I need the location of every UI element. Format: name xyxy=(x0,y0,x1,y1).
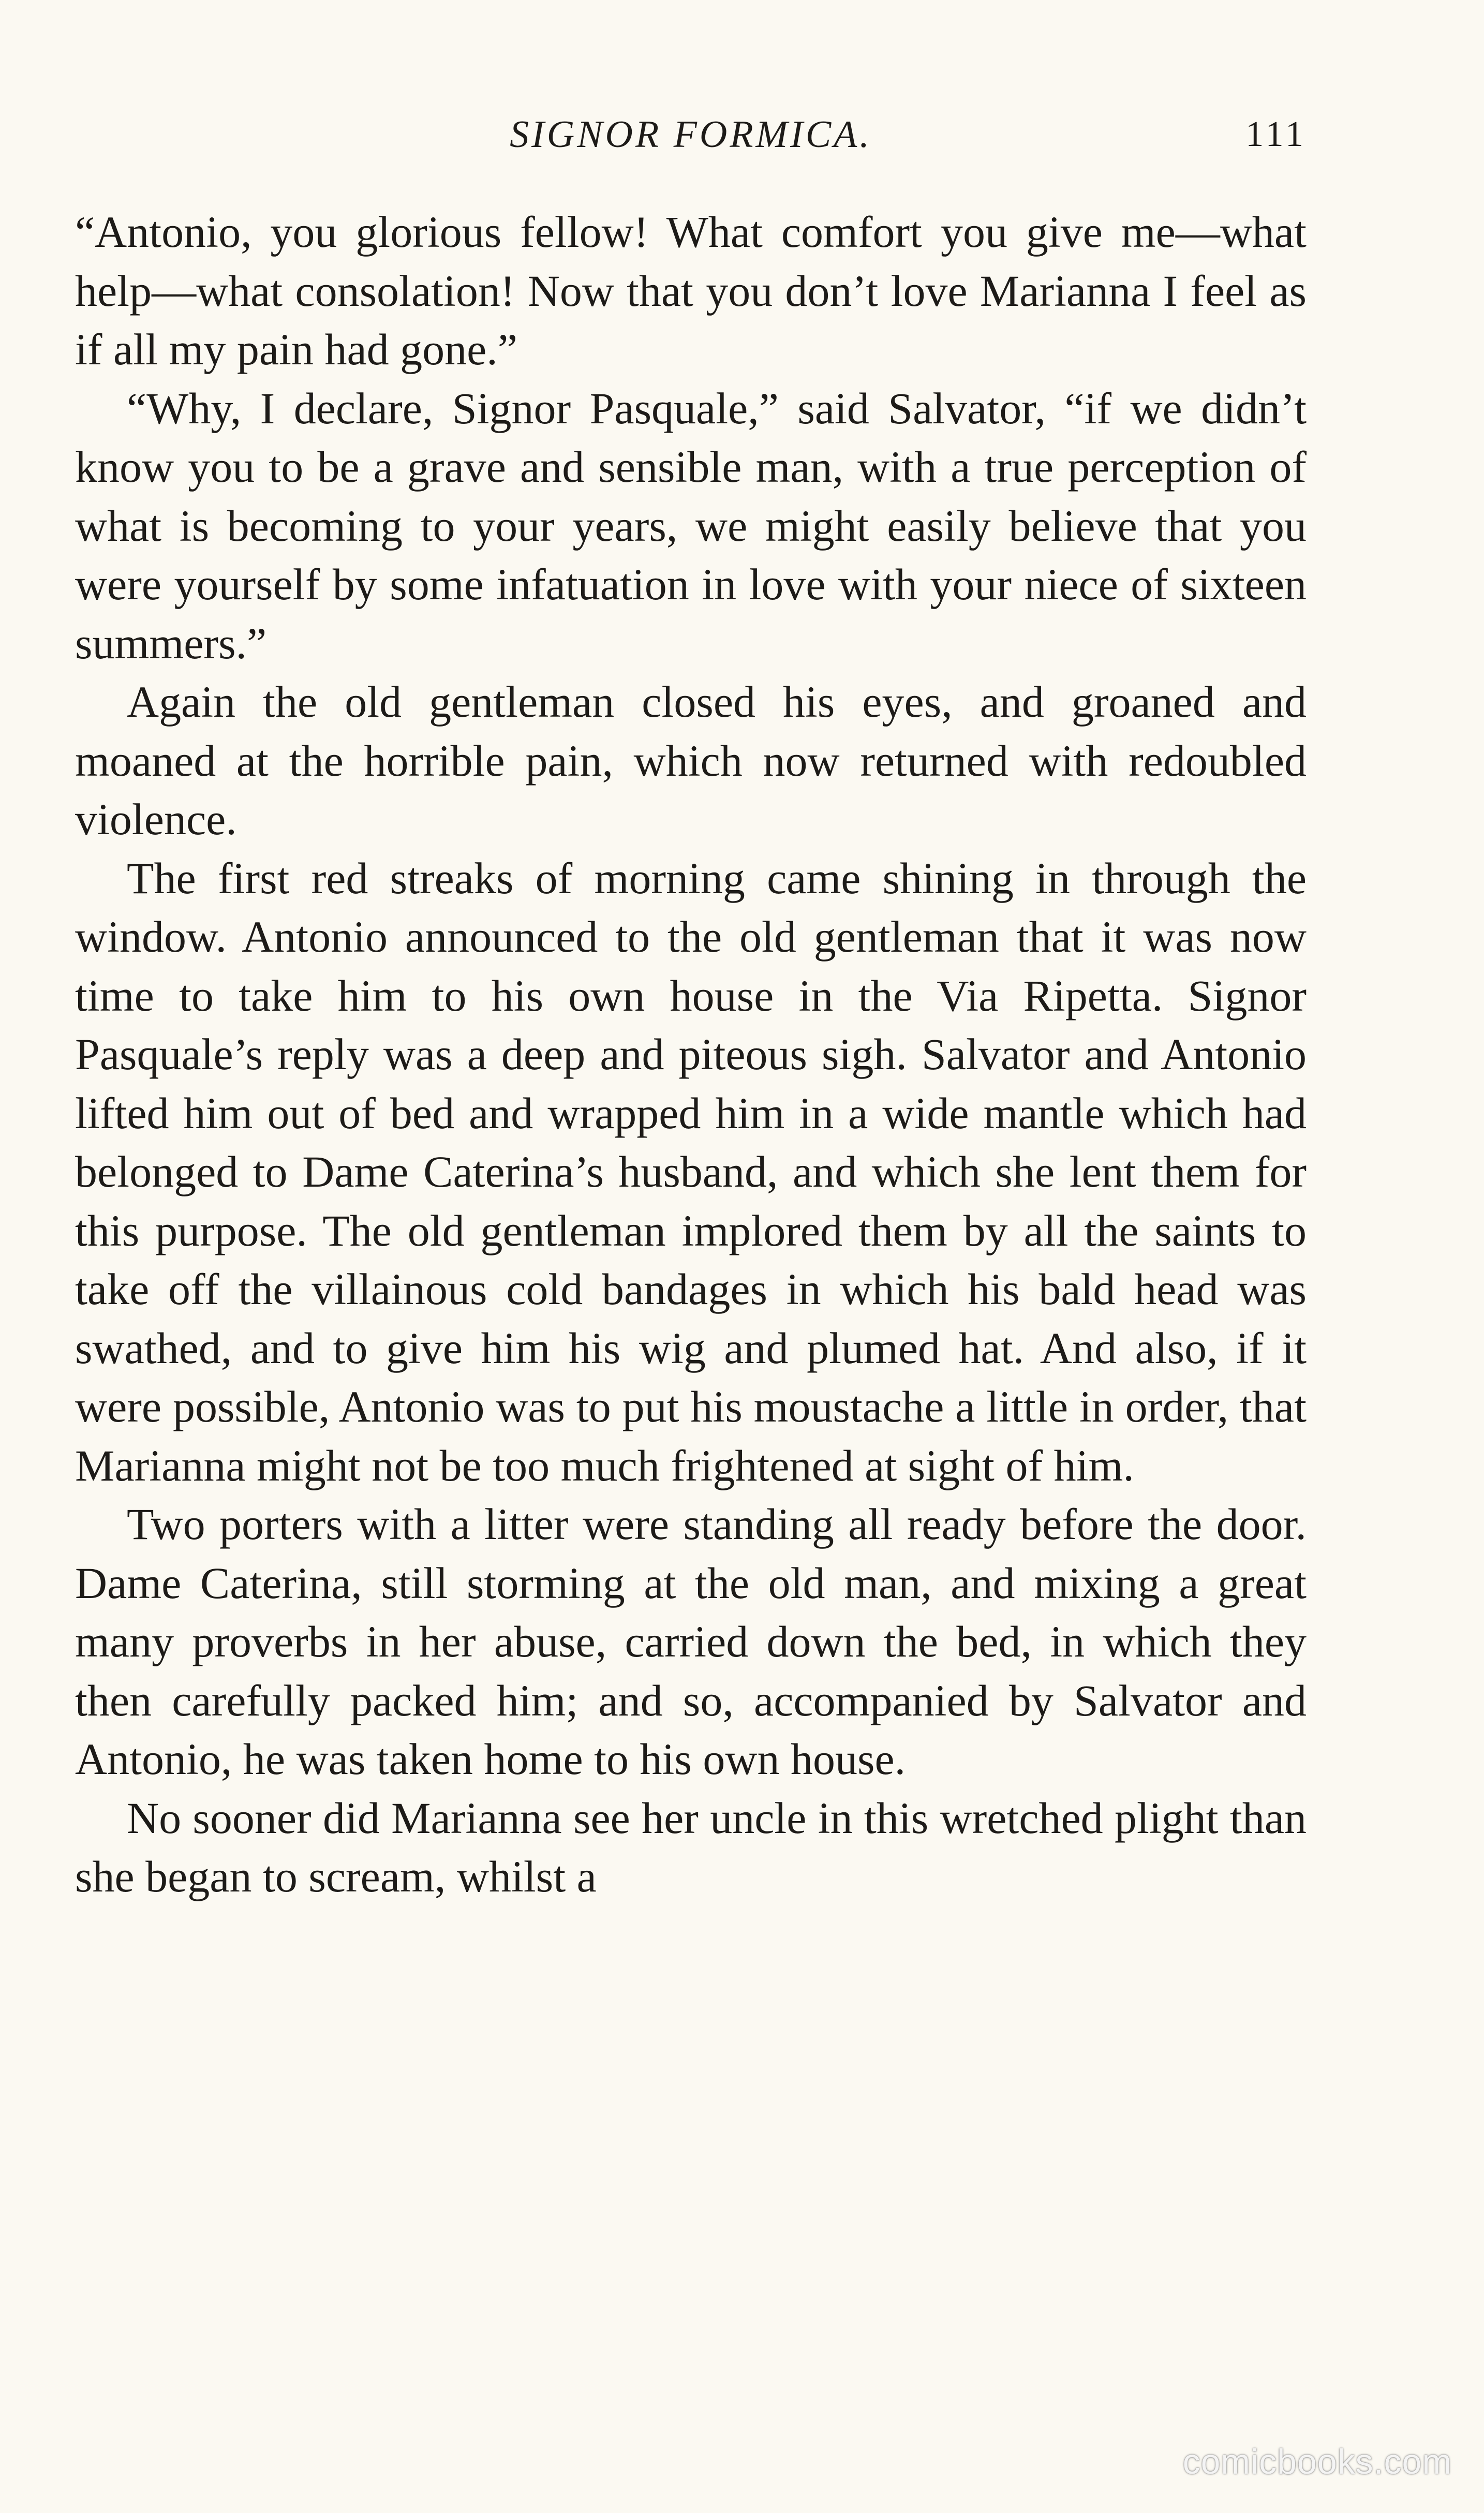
page-number: 111 xyxy=(1245,114,1307,154)
paragraph: “Antonio, you glorious fellow! What comfort you give me—what help—what consolation! Now that you don’t love Marianna I feel as if all my pain had gone.” xyxy=(75,207,1307,374)
body-text xyxy=(75,203,1307,1906)
paragraph: Again the old gentleman closed his eyes, and groaned and moaned at the horrible pain, which now returned with redoubled violence. xyxy=(75,677,1307,844)
paragraph: “Why, I declare, Signor Pasquale,” said Salvator, “if we didn’t know you to be a grave and sensible man, with a true perception of what is becoming to your years, we might easily believe that you were yourself by some infatuation in love with your niece of sixteen summers.” xyxy=(75,383,1307,668)
paragraph: The first red streaks of morning came shining in through the window. Antonio announced to the old gentleman that it was now time to take him to his own house in the Via Ripetta. Signor Pasquale’s reply was a deep and piteous sigh. Salvator and Antonio lifted him out of bed and wrapped him in a wide mantle which had belonged to Dame Caterina’s husband, and which she lent them for this purpose. The old gentleman implored them by all the saints to take off the villainous cold bandages in which his bald head was swathed, and to give him his wig and plumed hat. And also, if it were possible, Antonio was to put his moustache a little in order, that Marianna might not be too much frightened at sight of him. xyxy=(75,853,1307,1490)
watermark: comicbooks.com xyxy=(1182,2442,1452,2481)
paragraph: No sooner did Marianna see her uncle in this wretched plight than she began to scream, whilst a xyxy=(75,1793,1307,1901)
paragraph: Two porters with a litter were standing all ready before the door. Dame Caterina, still storming at the old man, and mixing a great many proverbs in her abuse, carried down the bed, in which they then carefully packed him; and so, accompanied by Salvator and Antonio, he was taken home to his own house. xyxy=(75,1499,1307,1784)
running-title: SIGNOR FORMICA. xyxy=(510,113,872,156)
page-header xyxy=(75,106,1307,163)
